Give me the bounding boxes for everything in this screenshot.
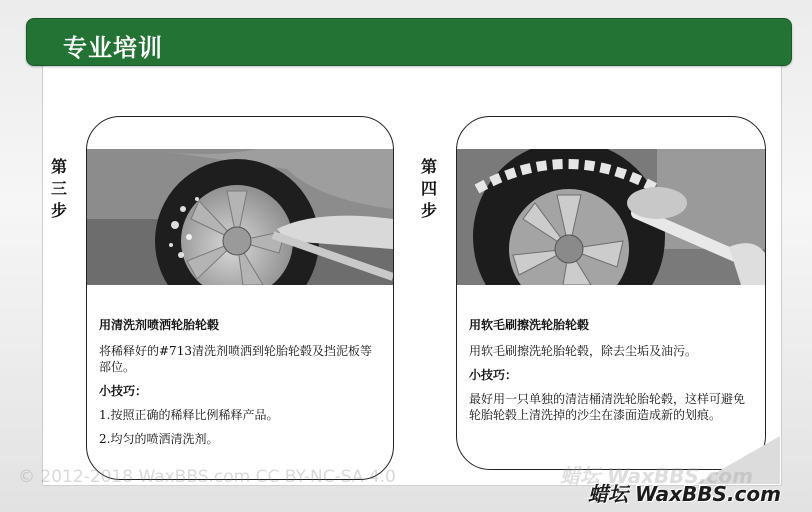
step-four-text xyxy=(469,317,753,431)
tire-spray-photo xyxy=(87,149,393,285)
tip-item: 最好用一只单独的清洁桶清洗轮胎轮毂，这样可避免轮胎轮毂上清洗掉的沙尘在漆面造成新的划痕。 xyxy=(469,392,746,422)
tips-heading: 小技巧： xyxy=(99,384,148,398)
step-label-char: 步 xyxy=(50,201,67,220)
title-bar xyxy=(26,18,792,66)
card-title: 用清洗剂喷洒轮胎轮毂 xyxy=(99,318,220,332)
tip-item: 2.均匀的喷洒清洗剂。 xyxy=(99,432,219,446)
step-label-char: 第 xyxy=(420,157,437,176)
step-three-label xyxy=(48,156,70,222)
step-three-card xyxy=(86,116,394,480)
card-paragraph: 将稀释好的#713清洗剂喷洒到轮胎轮毂及挡泥板等部位。 xyxy=(99,344,372,374)
step-label-char: 三 xyxy=(50,179,67,198)
step-four-card xyxy=(456,116,766,470)
watermark-shadow: 蜡坛 WaxBBS.com xyxy=(560,464,753,488)
tip-item: 1.按照正确的稀释比例稀释产品。 xyxy=(99,408,279,422)
page-title: 专业培训 xyxy=(63,33,163,62)
copyright-notice: © 2012-2018 WaxBBS.com CC BY-NC-SA 4.0 xyxy=(18,467,396,487)
tire-brush-photo xyxy=(457,149,765,285)
step-label-char: 第 xyxy=(50,157,67,176)
tips-heading: 小技巧： xyxy=(469,368,518,382)
card-paragraph: 用软毛刷擦洗轮胎轮毂，除去尘垢及油污。 xyxy=(469,344,698,358)
watermark: 蜡坛 WaxBBS.com xyxy=(588,482,781,506)
step-label-char: 四 xyxy=(420,179,437,198)
card-title: 用软毛刷擦洗轮胎轮毂 xyxy=(469,318,590,332)
step-three-text xyxy=(99,317,381,455)
step-four-label xyxy=(418,156,440,222)
step-label-char: 步 xyxy=(420,201,437,220)
